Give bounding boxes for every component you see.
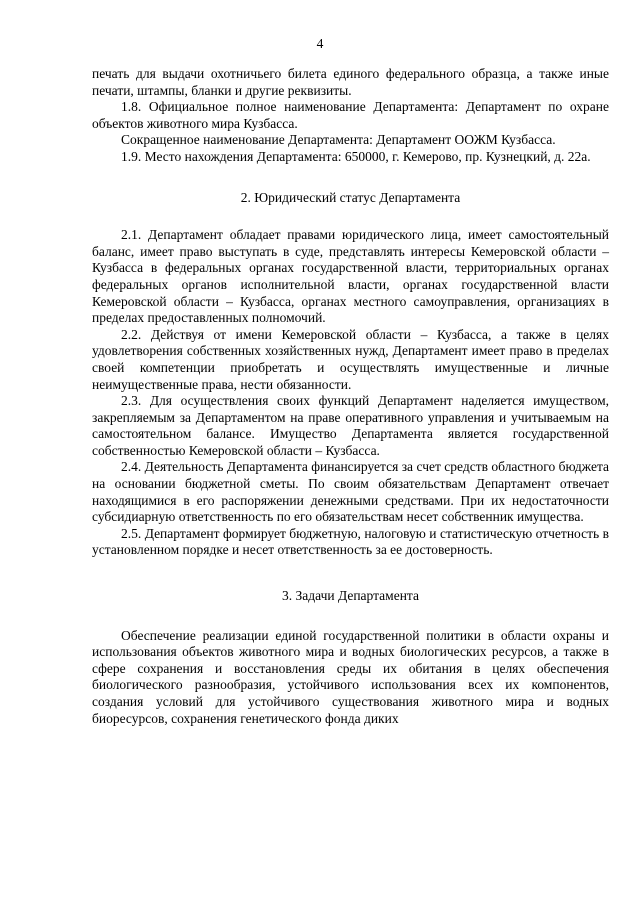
paragraph-2-2: 2.2. Действуя от имени Кемеровской области – Кузбасса, а также в целях удовлетворения собственных хозяйственных нужд, Департамент имеет право в пределах своей компетенции приобретать и осуществлять имущественные и личные неимущественные права, нести обязанности. (92, 326, 609, 392)
paragraph-2-1: 2.1. Департамент обладает правами юридического лица, имеет самостоятельный баланс, имеет право выступать в суде, представлять интересы Кемеровской области – Кузбасса в федеральных органах государственной власти, территориальных органах федеральных органов исполнительной власти, органах государственной власти Кемеровской области – Кузбасса, органах местного самоуправления, организациях в пределах предоставленных полномочий. (92, 227, 609, 326)
paragraph-1-9: 1.9. Место нахождения Департамента: 650000, г. Кемерово, пр. Кузнецкий, д. 22а. (121, 148, 591, 164)
paragraph-continuation: печать для выдачи охотничьего билета единого федерального образца, а также иные печати, штампы, бланки и другие реквизиты. (92, 66, 609, 98)
paragraph-2-4: 2.4. Деятельность Департамента финансируется за счет средств областного бюджета на основании бюджетной сметы. По своим обязательствам Департамент отвечает находящимися в его распоряжении денежными средствами. При их недостаточности субсидиарную ответственность по его обязательствам несет собственник имущества. (92, 459, 609, 525)
document-body (92, 66, 609, 727)
paragraph-3-1: Обеспечение реализации единой государственной политики в области охраны и использования объектов животного мира и водных биологических ресурсов, а также в сфере сохранения и восстановления среды их обитания в целях обеспечения биологического разнообразия, устойчивого использования всех их компонентов, создания условий для устойчивого существования животного мира и водных биоресурсов, сохранения генетического фонда диких (92, 627, 609, 726)
paragraph-2-5: 2.5. Департамент формирует бюджетную, налоговую и статистическую отчетность в установленном порядке и несет ответственность за ее достоверность. (92, 525, 609, 558)
paragraph-2-3: 2.3. Для осуществления своих функций Департамент наделяется имуществом, закрепляемым за Департаментом на праве оперативного управления и учитываемым на самостоятельном балансе. Имущество Департамента является государственной собственностью Кемеровской области – Кузбасса. (92, 393, 609, 458)
paragraph-short-name: Сокращенное наименование Департамента: Департамент ООЖМ Кузбасса. (121, 132, 556, 148)
paragraph-1-8: 1.8. Официальное полное наименование Департамента: Департамент по охране объектов животного мира Кузбасса. (92, 99, 609, 131)
page-number: 4 (316, 36, 324, 51)
section-2-heading: 2. Юридический статус Департамента (240, 189, 461, 205)
section-3-heading: 3. Задачи Департамента (282, 588, 419, 604)
